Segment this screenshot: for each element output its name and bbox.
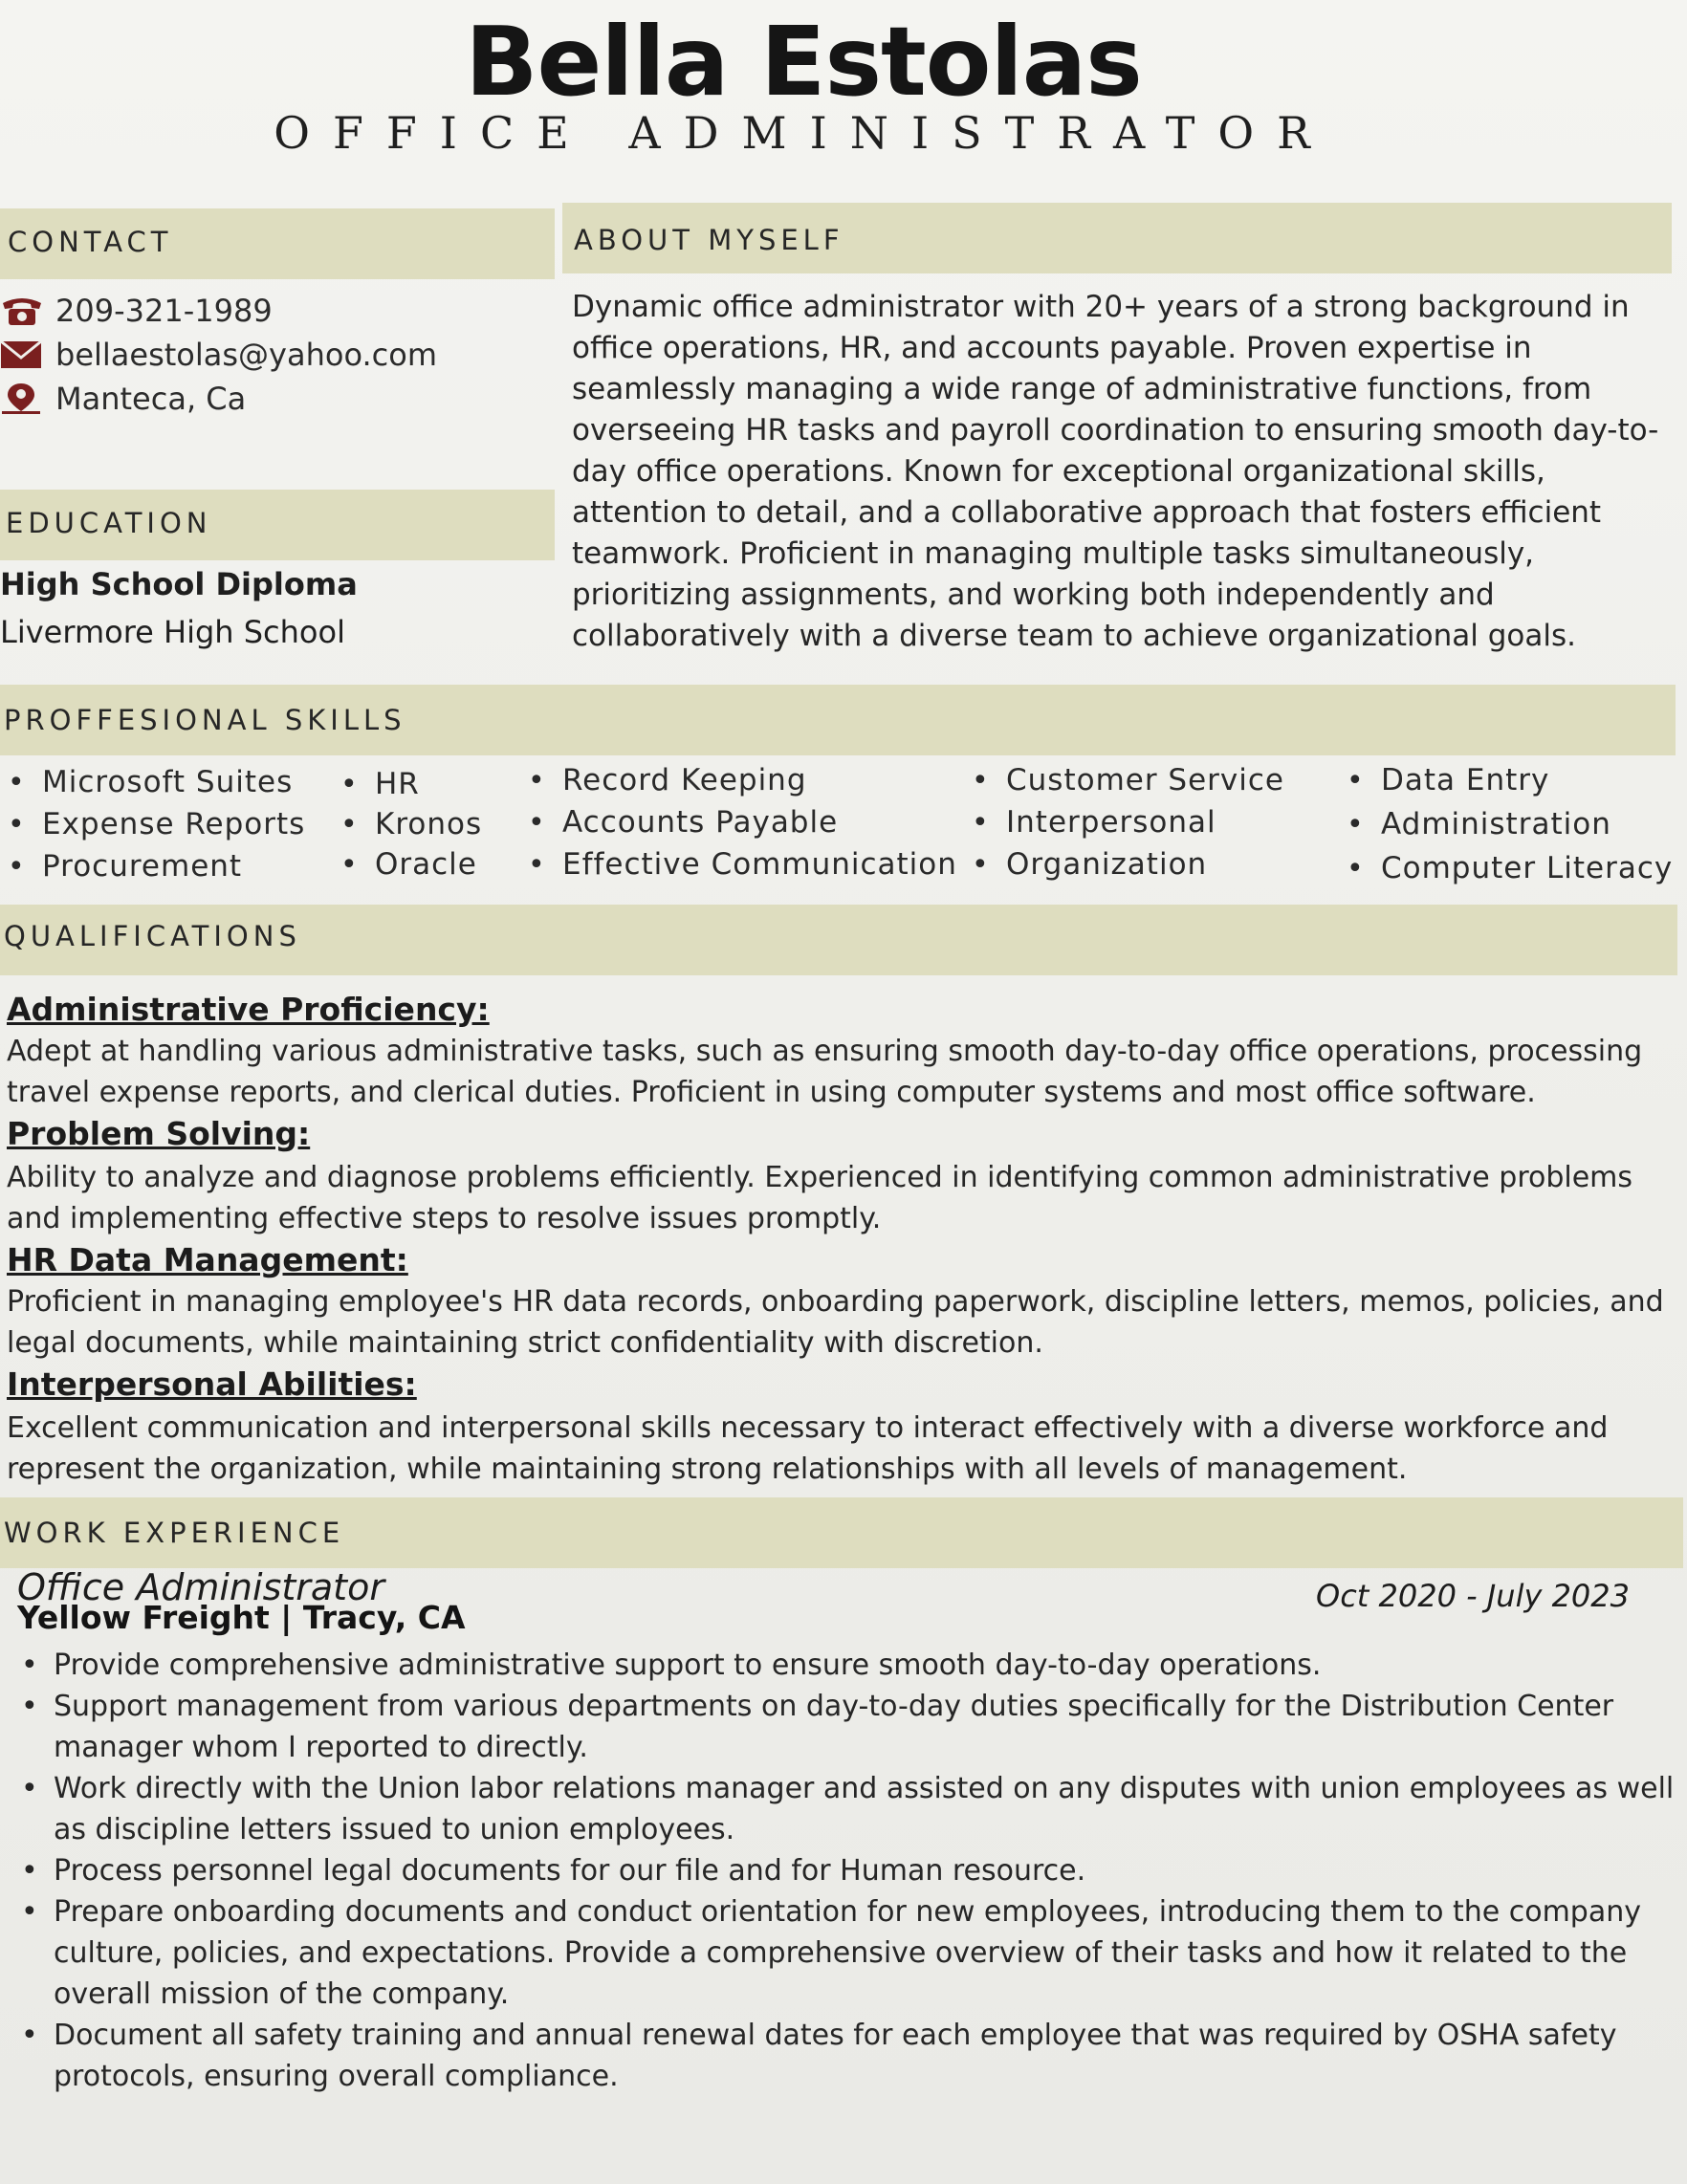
skills-heading: PROFFESIONAL SKILLS (4, 704, 406, 736)
skill-item: • Microsoft Suites (8, 765, 293, 799)
skill-item: • Procurement (8, 849, 242, 884)
qualification-text: Excellent communication and interpersonal skills necessary to interact effectively with a diverse workforce and represent the organization, while maintaining strong relationships with all levels of management. (7, 1411, 1609, 1486)
skill-item: • Interpersonal (972, 805, 1216, 840)
contact-email-row (0, 337, 437, 373)
contact-location-row (0, 381, 246, 417)
education-degree: High School Diploma (0, 566, 358, 602)
qualification-title: Problem Solving: (7, 1115, 311, 1152)
contact-phone[interactable]: 209-321-1989 (55, 293, 273, 329)
qualification-title: Interpersonal Abilities: (7, 1365, 417, 1403)
skill-item: • HR (340, 767, 420, 801)
education-heading: EDUCATION (6, 507, 212, 539)
duty-item: • Document all safety training and annual renewal dates for each employee that was required by OSHA safety protocols, ensuring overall compliance. (17, 2015, 1681, 2097)
phone-icon (0, 295, 44, 327)
qualifications-heading: QUALIFICATIONS (4, 920, 301, 952)
qualification-text: Proficient in managing employee's HR data records, onboarding paperwork, discipline letters, memos, policies, and legal documents, while maintaining strict confidentiality with discretion. (7, 1285, 1664, 1360)
qualification-text: Adept at handling various administrative tasks, such as ensuring smooth day-to-day office operations, processing travel expense reports, and clerical duties. Proficient in using computer systems and most office software. (7, 1035, 1643, 1109)
candidate-title: OFFICE ADMINISTRATOR (274, 107, 1333, 159)
experience-heading: WORK EXPERIENCE (4, 1517, 345, 1549)
contact-email[interactable]: bellaestolas@yahoo.com (55, 337, 437, 373)
duty-item: • Process personnel legal documents for our file and for Human resource. (17, 1850, 1681, 1891)
qualification-text: Ability to analyze and diagnose problems efficiently. Experienced in identifying common administrative problems and implementing effective steps to resolve issues promptly. (7, 1161, 1633, 1235)
qualification-title: Administrative Proficiency: (7, 991, 490, 1028)
job-title: Office Administrator (17, 1566, 384, 1608)
education-school: Livermore High School (0, 614, 345, 650)
contact-location: Manteca, Ca (55, 381, 247, 417)
skill-item: • Kronos (340, 807, 482, 841)
skill-item: • Customer Service (972, 763, 1284, 797)
contact-heading: CONTACT (8, 226, 173, 258)
skill-item: • Expense Reports (8, 807, 305, 841)
duty-item: • Support management from various departments on day-to-day duties specifically for the Distribution Center manager whom I reported to directly. (17, 1686, 1681, 1768)
duty-item: • Prepare onboarding documents and conduct orientation for new employees, introducing them to the company culture, policies, and expectations. Provide a comprehensive overview of their tasks and how it related to the overall mission of the company. (17, 1891, 1681, 2015)
candidate-name: Bella Estolas (465, 6, 1142, 118)
about-text: Dynamic office administrator with 20+ years of a strong background in office operations, HR, and accounts payable. Proven expertise in seamlessly managing a wide range of administrative functions, from overseeing HR tasks and payroll coordination to ensuring smooth day-to-day office operations. Known for exceptional organizational skills, attention to detail, and a collaborative approach that fosters efficient teamwork. Proficient in managing multiple tasks simultaneously, prioritizing assignments, and working both independently and collaboratively with a diverse team to achieve organizational goals. (572, 290, 1659, 653)
skill-item: • Organization (972, 847, 1207, 882)
skill-item: • Computer Literacy (1347, 851, 1673, 885)
duty-item: • Provide comprehensive administrative support to ensure smooth day-to-day operations. (17, 1645, 1681, 1686)
job-company: Yellow Freight | Tracy, CA (17, 1599, 466, 1636)
skill-item: • Administration (1347, 807, 1611, 841)
duties-list (17, 1645, 1681, 2097)
job-dates: Oct 2020 - July 2023 (1316, 1578, 1630, 1614)
skill-item: • Data Entry (1347, 763, 1549, 797)
qualification-title: HR Data Management: (7, 1241, 408, 1278)
skill-item: • Record Keeping (528, 763, 807, 797)
skill-item: • Effective Communication (528, 847, 957, 882)
contact-phone-row (0, 293, 273, 329)
about-heading: ABOUT MYSELF (574, 224, 844, 256)
location-pin-icon (0, 382, 44, 415)
duty-item: • Work directly with the Union labor relations manager and assisted on any disputes with union employees as well as discipline letters issued to union employees. (17, 1768, 1681, 1850)
skill-item: • Accounts Payable (528, 805, 838, 840)
envelope-icon (0, 339, 44, 371)
skill-item: • Oracle (340, 847, 477, 882)
